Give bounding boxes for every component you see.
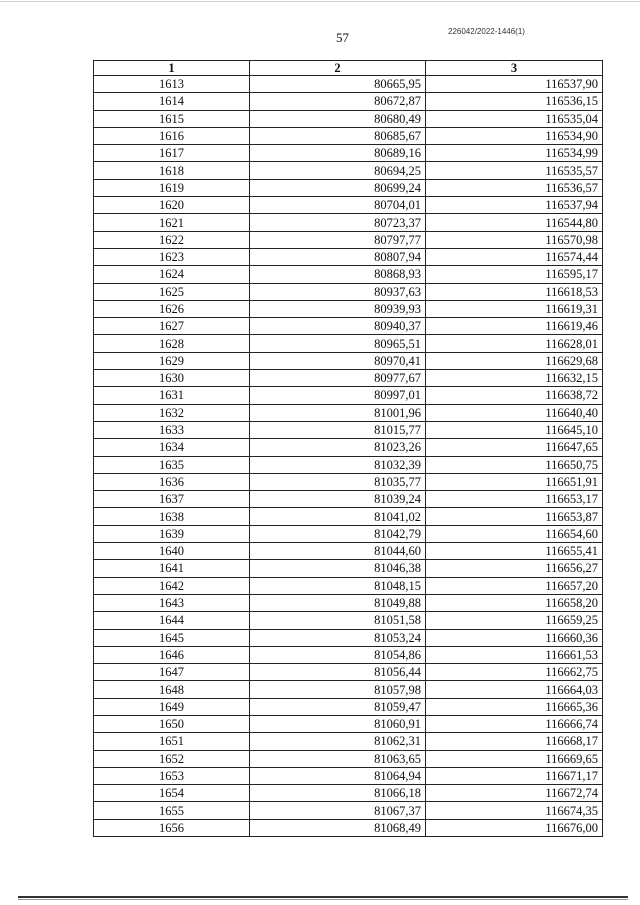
table-row (94, 214, 603, 231)
bottom-rule (18, 896, 628, 898)
point-number-cell: 1629 (94, 352, 250, 369)
point-number-cell: 1647 (94, 664, 250, 681)
table-row (94, 352, 603, 369)
table-row (94, 525, 603, 542)
table-row (94, 819, 603, 836)
point-number-cell: 1624 (94, 266, 250, 283)
x-coordinate-cell: 80699,24 (250, 179, 426, 196)
x-coordinate-cell: 80807,94 (250, 248, 426, 265)
point-number-cell: 1646 (94, 646, 250, 663)
table-row (94, 127, 603, 144)
x-coordinate-cell: 81054,86 (250, 646, 426, 663)
point-number-cell: 1623 (94, 248, 250, 265)
table-row (94, 248, 603, 265)
y-coordinate-cell: 116645,10 (426, 421, 603, 438)
point-number-cell: 1641 (94, 560, 250, 577)
point-number-cell: 1619 (94, 179, 250, 196)
table-row (94, 179, 603, 196)
x-coordinate-cell: 81001,96 (250, 404, 426, 421)
x-coordinate-cell: 81060,91 (250, 715, 426, 732)
x-coordinate-cell: 80977,67 (250, 370, 426, 387)
x-coordinate-cell: 80689,16 (250, 145, 426, 162)
x-coordinate-cell: 81066,18 (250, 785, 426, 802)
x-coordinate-cell: 80723,37 (250, 214, 426, 231)
table-row (94, 715, 603, 732)
x-coordinate-cell: 80680,49 (250, 110, 426, 127)
point-number-cell: 1622 (94, 231, 250, 248)
y-coordinate-cell: 116655,41 (426, 543, 603, 560)
x-coordinate-cell: 81063,65 (250, 750, 426, 767)
point-number-cell: 1655 (94, 802, 250, 819)
y-coordinate-cell: 116535,57 (426, 162, 603, 179)
y-coordinate-cell: 116666,74 (426, 715, 603, 732)
table-row (94, 404, 603, 421)
y-coordinate-cell: 116657,20 (426, 577, 603, 594)
x-coordinate-cell: 80970,41 (250, 352, 426, 369)
x-coordinate-cell: 81042,79 (250, 525, 426, 542)
table-row (94, 145, 603, 162)
x-coordinate-cell: 81046,38 (250, 560, 426, 577)
point-number-cell: 1630 (94, 370, 250, 387)
table-row (94, 681, 603, 698)
point-number-cell: 1656 (94, 819, 250, 836)
x-coordinate-cell: 80704,01 (250, 197, 426, 214)
point-number-cell: 1648 (94, 681, 250, 698)
point-number-cell: 1613 (94, 76, 250, 93)
table-row (94, 491, 603, 508)
point-number-cell: 1654 (94, 785, 250, 802)
table-row (94, 785, 603, 802)
document-id: 226042/2022-1446(1) (448, 27, 525, 36)
y-coordinate-cell: 116629,68 (426, 352, 603, 369)
x-coordinate-cell: 80665,95 (250, 76, 426, 93)
table-row (94, 335, 603, 352)
y-coordinate-cell: 116661,53 (426, 646, 603, 663)
point-number-cell: 1635 (94, 456, 250, 473)
x-coordinate-cell: 80997,01 (250, 387, 426, 404)
x-coordinate-cell: 81035,77 (250, 473, 426, 490)
table-row (94, 733, 603, 750)
table-row (94, 439, 603, 456)
x-coordinate-cell: 81044,60 (250, 543, 426, 560)
header-row (94, 61, 603, 76)
table-row (94, 750, 603, 767)
table-row (94, 231, 603, 248)
x-coordinate-cell: 80685,67 (250, 127, 426, 144)
y-coordinate-cell: 116628,01 (426, 335, 603, 352)
x-coordinate-cell: 81032,39 (250, 456, 426, 473)
x-coordinate-cell: 80694,25 (250, 162, 426, 179)
point-number-cell: 1621 (94, 214, 250, 231)
x-coordinate-cell: 81064,94 (250, 767, 426, 784)
point-number-cell: 1640 (94, 543, 250, 560)
y-coordinate-cell: 116656,27 (426, 560, 603, 577)
y-coordinate-cell: 116570,98 (426, 231, 603, 248)
x-coordinate-cell: 81056,44 (250, 664, 426, 681)
point-number-cell: 1628 (94, 335, 250, 352)
x-coordinate-cell: 80940,37 (250, 318, 426, 335)
x-coordinate-cell: 81039,24 (250, 491, 426, 508)
y-coordinate-cell: 116534,99 (426, 145, 603, 162)
x-coordinate-cell: 81062,31 (250, 733, 426, 750)
y-coordinate-cell: 116618,53 (426, 283, 603, 300)
table-row (94, 646, 603, 663)
x-coordinate-cell: 81059,47 (250, 698, 426, 715)
y-coordinate-cell: 116619,46 (426, 318, 603, 335)
y-coordinate-cell: 116665,36 (426, 698, 603, 715)
point-number-cell: 1627 (94, 318, 250, 335)
table-row (94, 767, 603, 784)
x-coordinate-cell: 81015,77 (250, 421, 426, 438)
point-number-cell: 1633 (94, 421, 250, 438)
table-row (94, 421, 603, 438)
y-coordinate-cell: 116660,36 (426, 629, 603, 646)
x-coordinate-cell: 81057,98 (250, 681, 426, 698)
y-coordinate-cell: 116574,44 (426, 248, 603, 265)
point-number-cell: 1625 (94, 283, 250, 300)
x-coordinate-cell: 80797,77 (250, 231, 426, 248)
table-row (94, 283, 603, 300)
table-body (94, 76, 603, 837)
page-number: 57 (336, 30, 349, 45)
x-coordinate-cell: 81049,88 (250, 594, 426, 611)
table-row (94, 698, 603, 715)
y-coordinate-cell: 116669,65 (426, 750, 603, 767)
point-number-cell: 1616 (94, 127, 250, 144)
table-row (94, 76, 603, 93)
point-number-cell: 1643 (94, 594, 250, 611)
x-coordinate-cell: 81048,15 (250, 577, 426, 594)
y-coordinate-cell: 116632,15 (426, 370, 603, 387)
table-row (94, 629, 603, 646)
x-coordinate-cell: 81067,37 (250, 802, 426, 819)
x-coordinate-cell: 81053,24 (250, 629, 426, 646)
coordinates-table (93, 60, 603, 837)
point-number-cell: 1650 (94, 715, 250, 732)
table-row (94, 266, 603, 283)
y-coordinate-cell: 116535,04 (426, 110, 603, 127)
column-header-3: 3 (426, 61, 603, 76)
table-row (94, 387, 603, 404)
point-number-cell: 1618 (94, 162, 250, 179)
table-row (94, 162, 603, 179)
y-coordinate-cell: 116534,90 (426, 127, 603, 144)
column-header-2: 2 (250, 61, 426, 76)
table-row (94, 664, 603, 681)
point-number-cell: 1651 (94, 733, 250, 750)
y-coordinate-cell: 116537,94 (426, 197, 603, 214)
table-row (94, 543, 603, 560)
point-number-cell: 1626 (94, 300, 250, 317)
x-coordinate-cell: 81023,26 (250, 439, 426, 456)
x-coordinate-cell: 80672,87 (250, 93, 426, 110)
column-header-1: 1 (94, 61, 250, 76)
y-coordinate-cell: 116662,75 (426, 664, 603, 681)
y-coordinate-cell: 116659,25 (426, 612, 603, 629)
point-number-cell: 1620 (94, 197, 250, 214)
y-coordinate-cell: 116537,90 (426, 76, 603, 93)
point-number-cell: 1653 (94, 767, 250, 784)
y-coordinate-cell: 116668,17 (426, 733, 603, 750)
y-coordinate-cell: 116672,74 (426, 785, 603, 802)
top-rule (0, 1, 640, 2)
table-row (94, 318, 603, 335)
y-coordinate-cell: 116654,60 (426, 525, 603, 542)
x-coordinate-cell: 80868,93 (250, 266, 426, 283)
point-number-cell: 1652 (94, 750, 250, 767)
y-coordinate-cell: 116651,91 (426, 473, 603, 490)
point-number-cell: 1637 (94, 491, 250, 508)
point-number-cell: 1614 (94, 93, 250, 110)
y-coordinate-cell: 116638,72 (426, 387, 603, 404)
y-coordinate-cell: 116676,00 (426, 819, 603, 836)
y-coordinate-cell: 116536,15 (426, 93, 603, 110)
table-row (94, 594, 603, 611)
table-row (94, 473, 603, 490)
point-number-cell: 1649 (94, 698, 250, 715)
bottom-rule-thin (18, 899, 628, 900)
point-number-cell: 1615 (94, 110, 250, 127)
table-row (94, 560, 603, 577)
point-number-cell: 1642 (94, 577, 250, 594)
y-coordinate-cell: 116647,65 (426, 439, 603, 456)
table-row (94, 197, 603, 214)
point-number-cell: 1634 (94, 439, 250, 456)
table-row (94, 110, 603, 127)
point-number-cell: 1638 (94, 508, 250, 525)
table-row (94, 508, 603, 525)
table-row (94, 370, 603, 387)
point-number-cell: 1617 (94, 145, 250, 162)
point-number-cell: 1644 (94, 612, 250, 629)
table-row (94, 456, 603, 473)
point-number-cell: 1645 (94, 629, 250, 646)
point-number-cell: 1639 (94, 525, 250, 542)
table-row (94, 93, 603, 110)
table-row (94, 577, 603, 594)
x-coordinate-cell: 81051,58 (250, 612, 426, 629)
x-coordinate-cell: 81068,49 (250, 819, 426, 836)
y-coordinate-cell: 116650,75 (426, 456, 603, 473)
point-number-cell: 1631 (94, 387, 250, 404)
y-coordinate-cell: 116658,20 (426, 594, 603, 611)
x-coordinate-cell: 80965,51 (250, 335, 426, 352)
y-coordinate-cell: 116653,17 (426, 491, 603, 508)
point-number-cell: 1636 (94, 473, 250, 490)
table-row (94, 612, 603, 629)
y-coordinate-cell: 116674,35 (426, 802, 603, 819)
y-coordinate-cell: 116664,03 (426, 681, 603, 698)
table-row (94, 802, 603, 819)
table-header (94, 61, 603, 76)
x-coordinate-cell: 80937,63 (250, 283, 426, 300)
x-coordinate-cell: 80939,93 (250, 300, 426, 317)
y-coordinate-cell: 116653,87 (426, 508, 603, 525)
y-coordinate-cell: 116619,31 (426, 300, 603, 317)
table-row (94, 300, 603, 317)
y-coordinate-cell: 116671,17 (426, 767, 603, 784)
y-coordinate-cell: 116595,17 (426, 266, 603, 283)
point-number-cell: 1632 (94, 404, 250, 421)
x-coordinate-cell: 81041,02 (250, 508, 426, 525)
y-coordinate-cell: 116536,57 (426, 179, 603, 196)
y-coordinate-cell: 116640,40 (426, 404, 603, 421)
y-coordinate-cell: 116544,80 (426, 214, 603, 231)
